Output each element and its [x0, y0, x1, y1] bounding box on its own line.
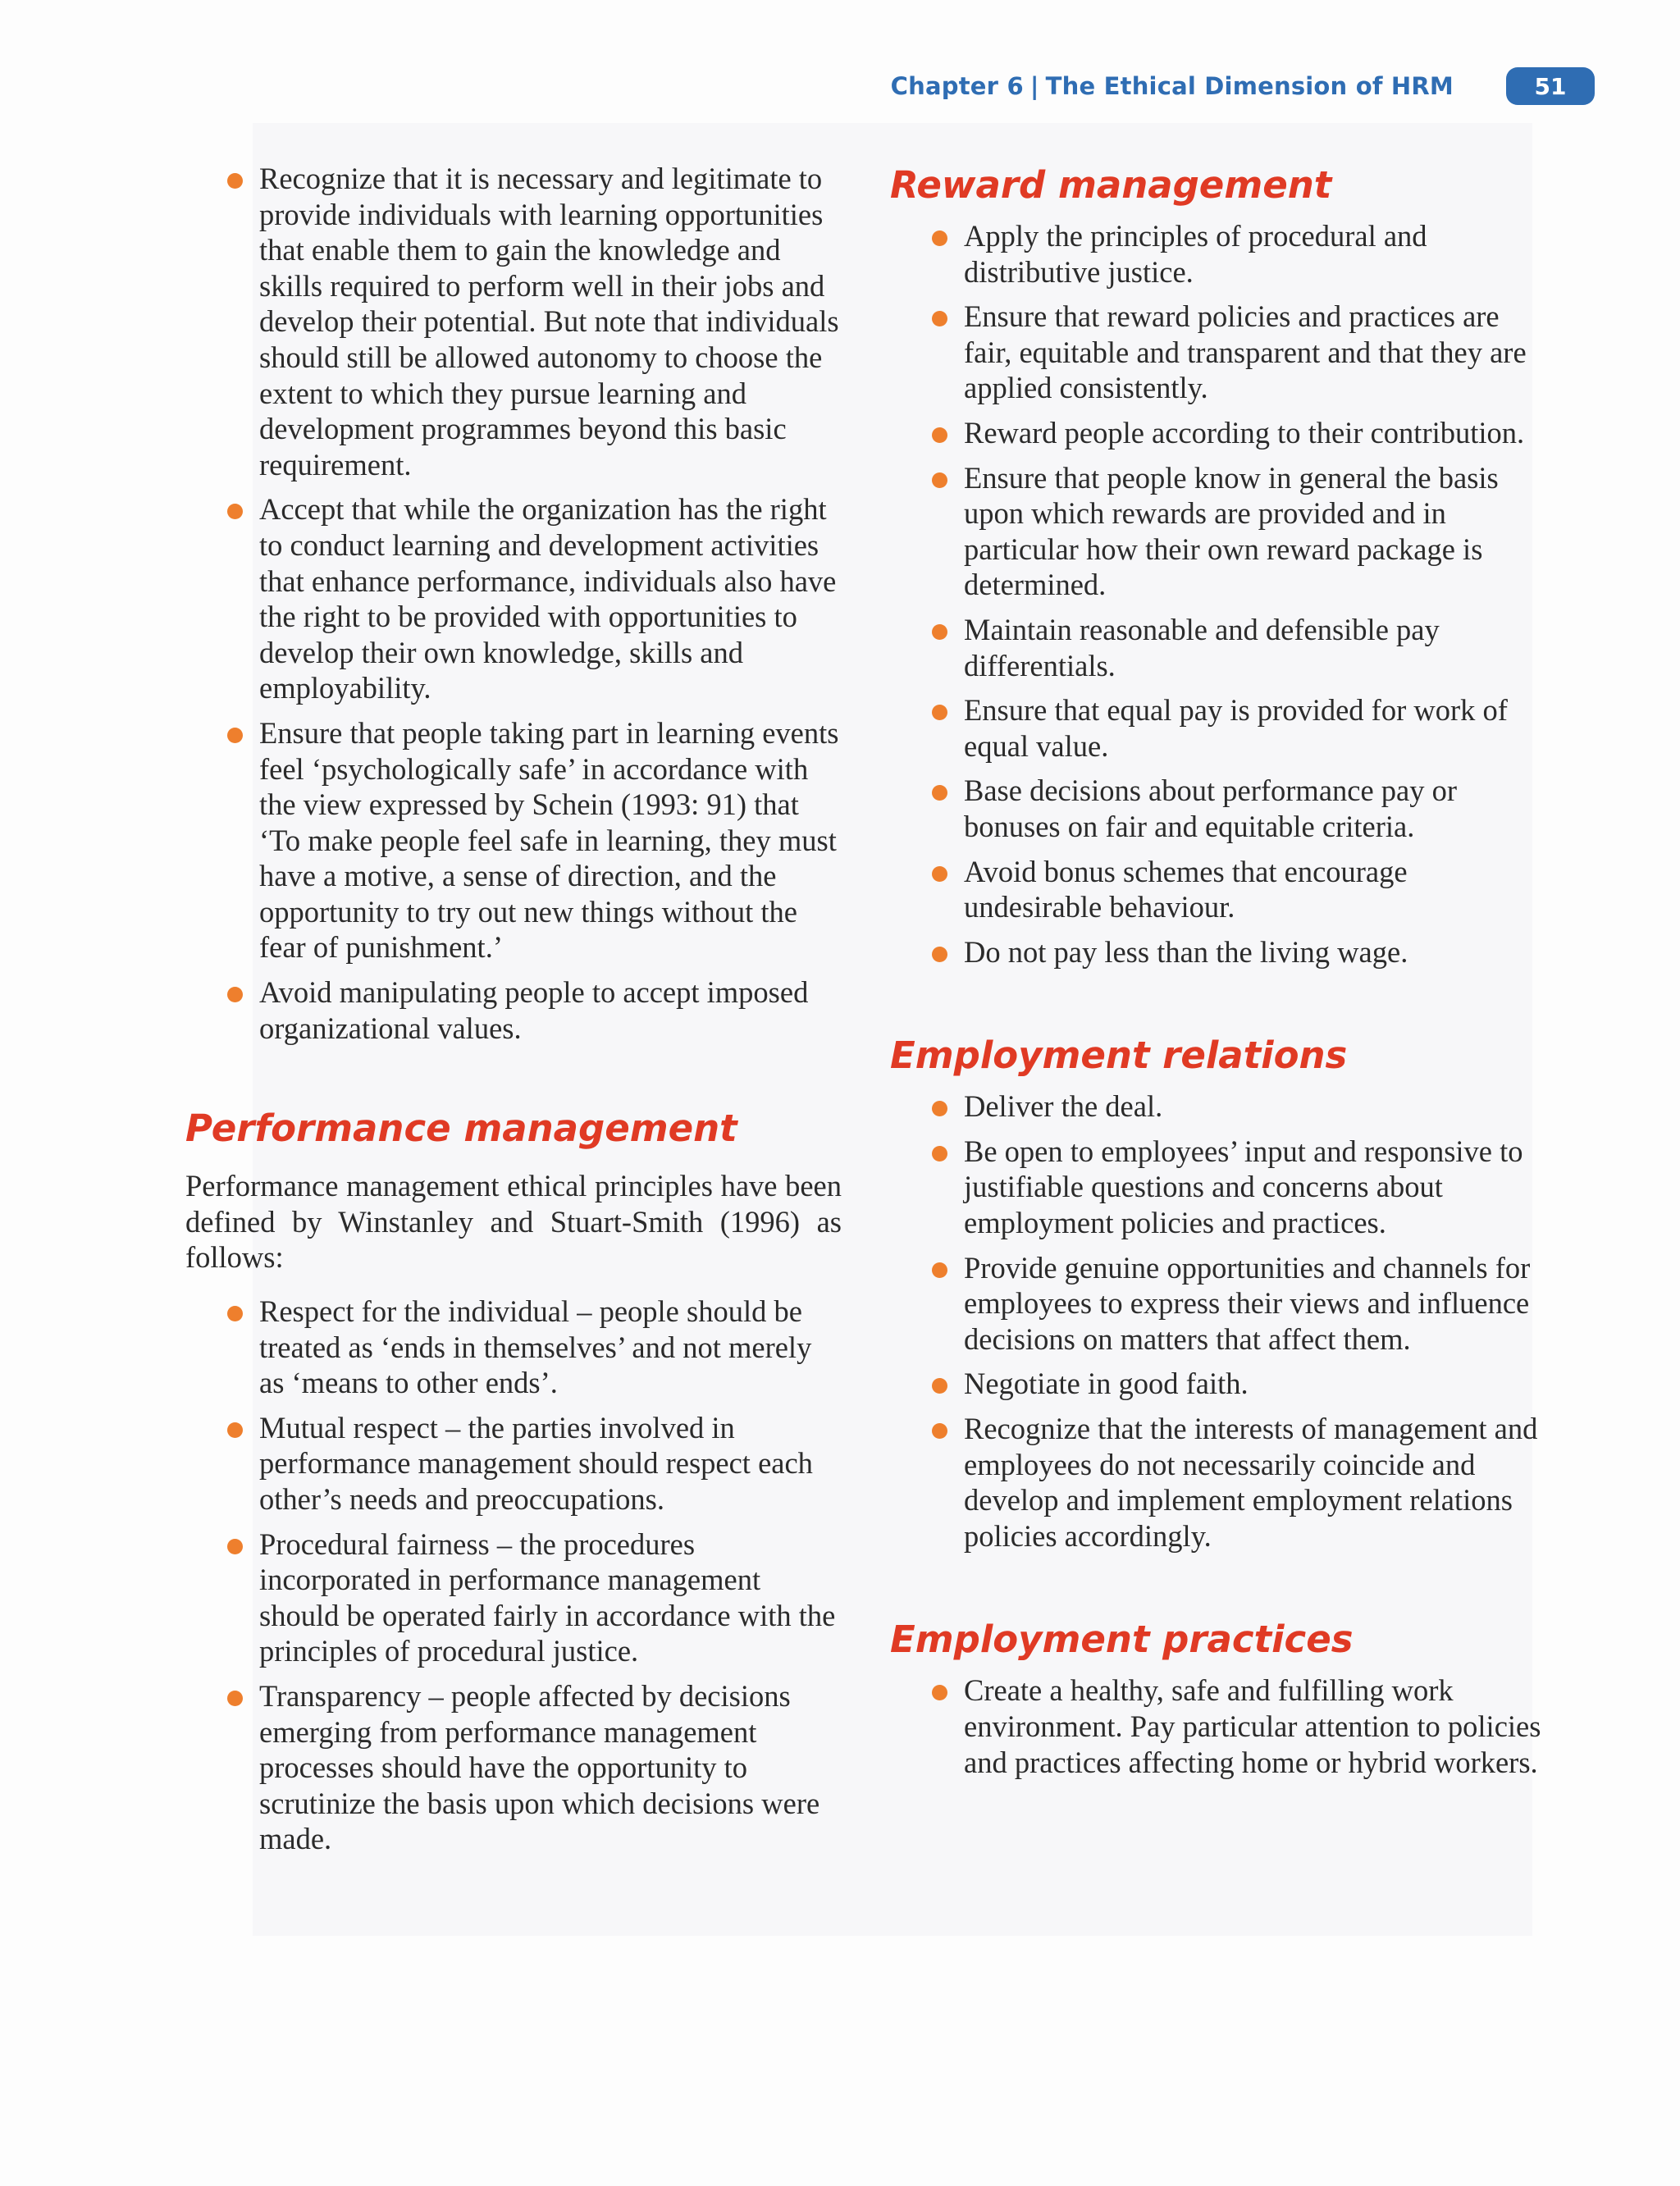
- list-item: Recognize that the interests of management and employees do not necessarily coincide and develop and implement employment relations policies accordingly.: [890, 1411, 1546, 1554]
- running-head: [891, 67, 1595, 105]
- list-item: Negotiate in good faith.: [890, 1366, 1546, 1402]
- list-item: Avoid manipulating people to accept imposed organizational values.: [185, 974, 842, 1046]
- list-item: Procedural fairness – the procedures incorporated in performance management should be operated fairly in accordance with the principles of procedural justice.: [185, 1527, 842, 1669]
- list-item: Reward people according to their contribution.: [890, 415, 1546, 451]
- list-item: Apply the principles of procedural and distributive justice.: [890, 218, 1546, 290]
- chapter-title: The Ethical Dimension of HRM: [1045, 72, 1454, 100]
- list-item: Recognize that it is necessary and legitimate to provide individuals with learning opportunities that enable them to gain the knowledge and skills required to perform well in their jobs and develop their potential. But note that individuals should still be allowed autonomy to choose the extent to which they pursue learning and development programmes beyond this basic requirement.: [185, 161, 842, 482]
- chapter-label: Chapter 6: [890, 72, 1024, 100]
- list-item: Ensure that equal pay is provided for work of equal value.: [890, 692, 1546, 764]
- left-column: [185, 161, 842, 1866]
- list-item: Do not pay less than the living wage.: [890, 934, 1546, 970]
- list-item: Transparency – people affected by decisions emerging from performance management processes should have the opportunity to scrutinize the basis upon which decisions were made.: [185, 1678, 842, 1857]
- list-item: Ensure that people know in general the basis upon which rewards are provided and in particular how their own reward package is determined.: [890, 460, 1546, 603]
- employment-relations-heading: Employment relations: [890, 1034, 1348, 1078]
- list-item: Accept that while the organization has the right to conduct learning and development activities that enhance performance, individuals also have the right to be provided with opportunities to develop their own knowledge, skills and employability.: [185, 491, 842, 706]
- list-item: Create a healthy, safe and fulfilling work environment. Pay particular attention to policies and practices affecting home or hybrid workers.: [890, 1673, 1546, 1780]
- relations-bullet-list: [890, 1088, 1546, 1554]
- list-item: Provide genuine opportunities and channels for employees to express their views and influence decisions on matters that affect them.: [890, 1250, 1546, 1358]
- performance-management-heading: Performance management: [185, 1107, 737, 1151]
- learning-bullet-list: [185, 161, 842, 1046]
- list-item: Maintain reasonable and defensible pay differentials.: [890, 612, 1546, 683]
- page-number: 51: [1506, 67, 1595, 105]
- list-item: Avoid bonus schemes that encourage undesirable behaviour.: [890, 854, 1546, 925]
- list-item: Ensure that people taking part in learning events feel ‘psychologically safe’ in accordance with the view expressed by Schein (1993: 91) that ‘To make people feel safe in learning, they must have a motive, a sense of direction, and the opportunity to try out new things without the fear of punishment.’: [185, 715, 842, 965]
- performance-bullet-list: [185, 1294, 842, 1857]
- running-head-text: [891, 72, 1454, 100]
- right-column: [890, 162, 1546, 1789]
- reward-bullet-list: [890, 218, 1546, 970]
- reward-management-heading: Reward management: [890, 163, 1332, 207]
- performance-intro-paragraph: Performance management ethical principles have been defined by Winstanley and Stuart-Smith (1996) as follows:: [185, 1169, 842, 1275]
- list-item: Base decisions about performance pay or bonuses on fair and equitable criteria.: [890, 773, 1546, 844]
- practices-bullet-list: [890, 1673, 1546, 1780]
- list-item: Mutual respect – the parties involved in performance management should respect each other’s needs and preoccupations.: [185, 1410, 842, 1517]
- list-item: Ensure that reward policies and practices are fair, equitable and transparent and that they are applied consistently.: [890, 299, 1546, 406]
- list-item: Be open to employees’ input and responsive to justifiable questions and concerns about employment policies and practices.: [890, 1134, 1546, 1241]
- employment-practices-heading: Employment practices: [890, 1618, 1354, 1662]
- list-item: Respect for the individual – people should be treated as ‘ends in themselves’ and not merely as ‘means to other ends’.: [185, 1294, 842, 1401]
- running-head-separator: |: [1029, 72, 1039, 100]
- list-item: Deliver the deal.: [890, 1088, 1546, 1125]
